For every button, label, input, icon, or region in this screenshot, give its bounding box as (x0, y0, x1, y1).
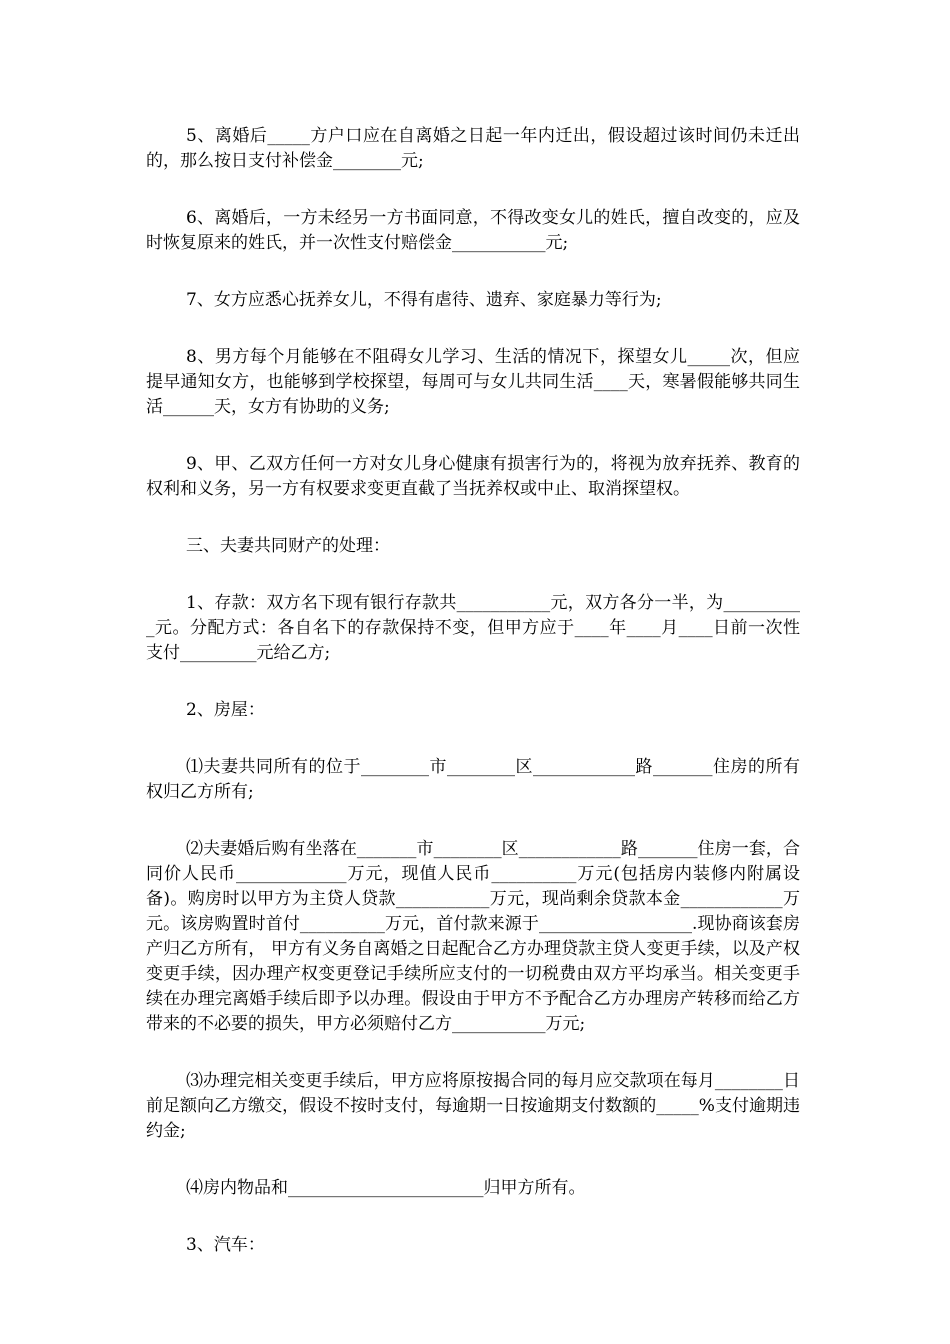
clause-7-care-obligation: 7、女方应悉心抚养女儿，不得有虐待、遗弃、家庭暴力等行为; (186, 290, 662, 310)
property-2-housing-heading: 2、房屋： (186, 700, 265, 720)
clause-5-household-registration: 5、离婚后_____方户口应在自离婚之日起一年内迁出，假设超过该时间仍未迁出的，那么按日支付补偿金________元; (146, 126, 800, 171)
clause-8-visitation: 8、男方每个月能够在不阻碍女儿学习、生活的情况下，探望女儿_____次，但应提早通知女方，也能够到学校探望，每周可与女儿共同生活____天，寒暑假能够共同生活______天，女方有协助的义务; (146, 347, 800, 417)
housing-item-2: ⑵夫妻婚后购有坐落在_______市________区____________路_______住房一套，合同价人民币_____________万元，现值人民币__________万元(包括房内装修内附属设备)。购房时以甲方为主贷人贷款___________万元，现尚剩余贷款本金____________万元。该房购置时首付__________万元，首付款来源于__________________.现协商该套房产归乙方所有， 甲方有义务自离婚之日起配合乙方办理贷款主贷人变更手续，以及产权变更手续，因办理产权变更登记手续所应支付的一切税费由双方平均承当。相关变更手续在办理完离婚手续后即予以办理。假设由于甲方不予配合乙方办理房产转移而给乙方带来的不必要的损失，甲方必须赔付乙方___________万元; (146, 839, 800, 1034)
housing-item-4: ⑷房内物品和_______________________归甲方所有。 (186, 1178, 586, 1198)
document-page (146, 124, 800, 1290)
property-3-car-heading: 3、汽车： (186, 1235, 265, 1255)
clause-6-daughter-surname: 6、离婚后，一方未经另一方书面同意，不得改变女儿的姓氏，擅自改变的，应及时恢复原来的姓氏，并一次性支付赔偿金___________元; (146, 208, 800, 253)
property-1-deposits: 1、存款：双方名下现有银行存款共___________元，双方各分一半，为__________元。分配方式：各自名下的存款保持不变，但甲方应于____年____月____日前一次性支付_________元给乙方; (146, 593, 800, 663)
section-heading-joint-property: 三、夫妻共同财产的处理： (186, 536, 390, 556)
housing-item-3: ⑶办理完相关变更手续后，甲方应将原按揭合同的每月应交款项在每月________日前足额向乙方缴交，假设不按时支付，每逾期一日按逾期支付数额的_____%支付逾期违约金; (146, 1071, 800, 1141)
clause-9-custody-change: 9、甲、乙双方任何一方对女儿身心健康有损害行为的，将视为放弃抚养、教育的权利和义务，另一方有权要求变更直截了当抚养权或中止、取消探望权。 (146, 454, 800, 499)
housing-item-1: ⑴夫妻共同所有的位于________市________区____________路_______住房的所有权归乙方所有; (146, 757, 800, 802)
